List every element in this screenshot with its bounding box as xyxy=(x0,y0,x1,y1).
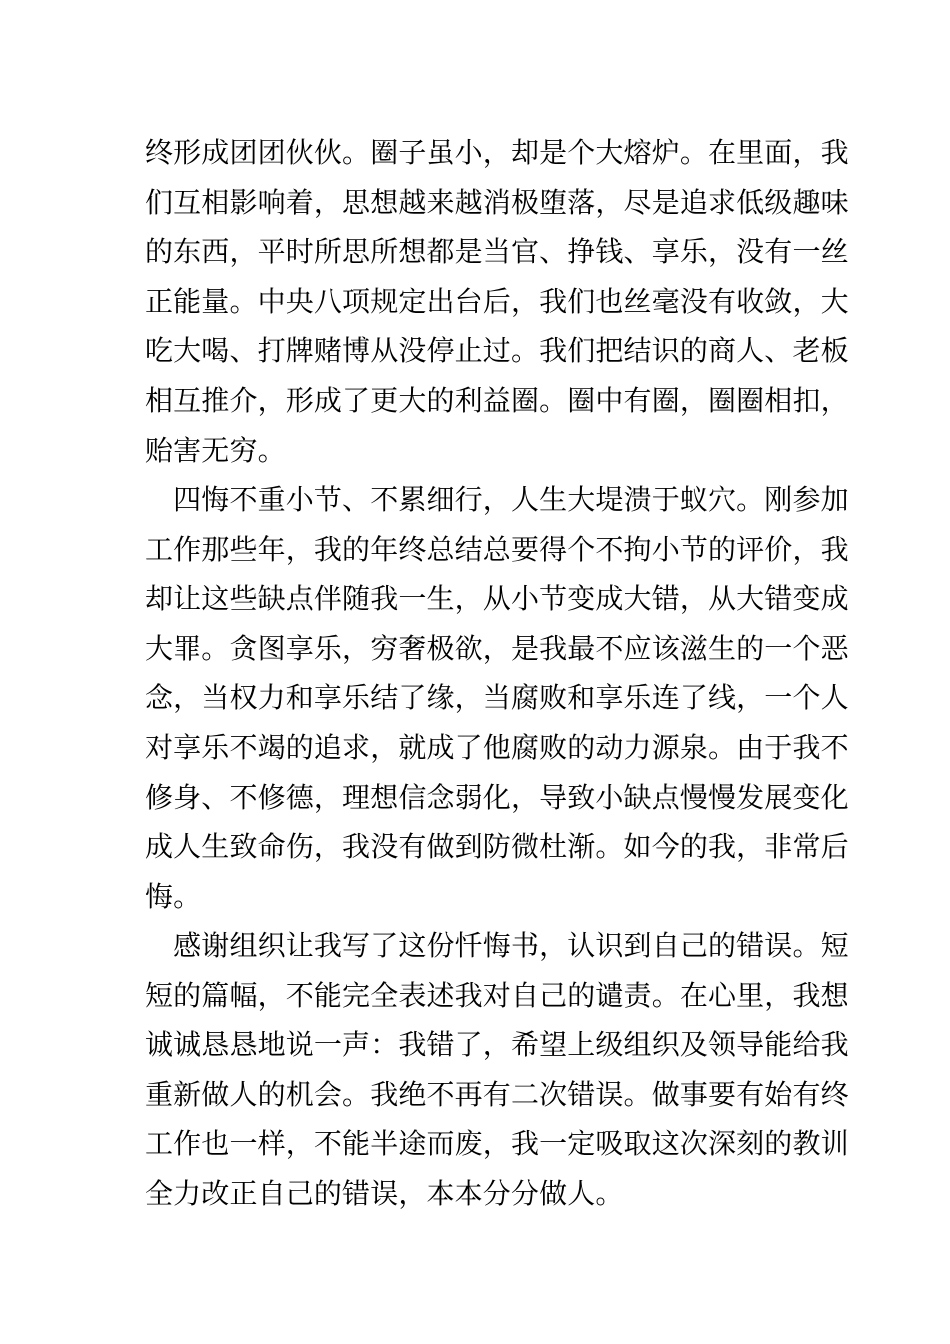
paragraph-line: 修身、不修德，理想信念弱化，导致小缺点慢慢发展变化 xyxy=(145,780,849,814)
paragraph-line: 工作那些年，我的年终总结总要得个不拘小节的评价，我 xyxy=(145,532,849,566)
paragraph-line: 感谢组织让我写了这份忏悔书，认识到自己的错误。短 xyxy=(145,929,849,962)
paragraph-line: 念，当权力和享乐结了缘，当腐败和享乐连了线，一个人 xyxy=(145,681,849,715)
paragraph-line: 吃大喝、打牌赌博从没停止过。我们把结识的商人、老板 xyxy=(145,334,849,368)
paragraph-line: 重新做人的机会。我绝不再有二次错误。做事要有始有终 xyxy=(145,1077,849,1111)
paragraph-3 xyxy=(145,921,849,1219)
paragraph-line: 全力改正自己的错误，本本分分做人。 xyxy=(145,1176,624,1210)
paragraph-line: 贻害无穷。 xyxy=(145,433,286,467)
paragraph-line: 却让这些缺点伴随我一生，从小节变成大错，从大错变成 xyxy=(145,582,849,616)
paragraph-line: 相互推介，形成了更大的利益圈。圈中有圈，圈圈相扣， xyxy=(145,383,849,417)
paragraph-line: 的东西，平时所思所想都是当官、挣钱、享乐，没有一丝 xyxy=(145,235,849,269)
paragraph-line: 短的篇幅，不能完全表述我对自己的谴责。在心里，我想 xyxy=(145,978,849,1012)
paragraph-line: 工作也一样，不能半途而废，我一定吸取这次深刻的教训 xyxy=(145,1127,849,1161)
paragraph-line: 大罪。贪图享乐，穷奢极欲，是我最不应该滋生的一个恶 xyxy=(145,631,849,665)
paragraph-line: 成人生致命伤，我没有做到防微杜渐。如今的我，非常后 xyxy=(145,830,849,864)
paragraph-line: 诚诚恳恳地说一声：我错了，希望上级组织及领导能给我 xyxy=(145,1028,849,1062)
paragraph-2 xyxy=(145,475,849,921)
paragraph-line: 终形成团团伙伙。圈子虽小，却是个大熔炉。在里面，我 xyxy=(145,136,849,169)
paragraph-line: 对享乐不竭的追求，就成了他腐败的动力源泉。由于我不 xyxy=(145,730,849,764)
paragraph-line: 悔。 xyxy=(145,879,202,913)
paragraph-line: 正能量。中央八项规定出台后，我们也丝毫没有收敛，大 xyxy=(145,284,849,318)
paragraph-1 xyxy=(145,128,849,475)
paragraph-line: 们互相影响着，思想越来越消极堕落，尽是追求低级趣味 xyxy=(145,185,849,219)
paragraph-line: 四悔不重小节、不累细行，人生大堤溃于蚁穴。刚参加 xyxy=(145,483,849,516)
